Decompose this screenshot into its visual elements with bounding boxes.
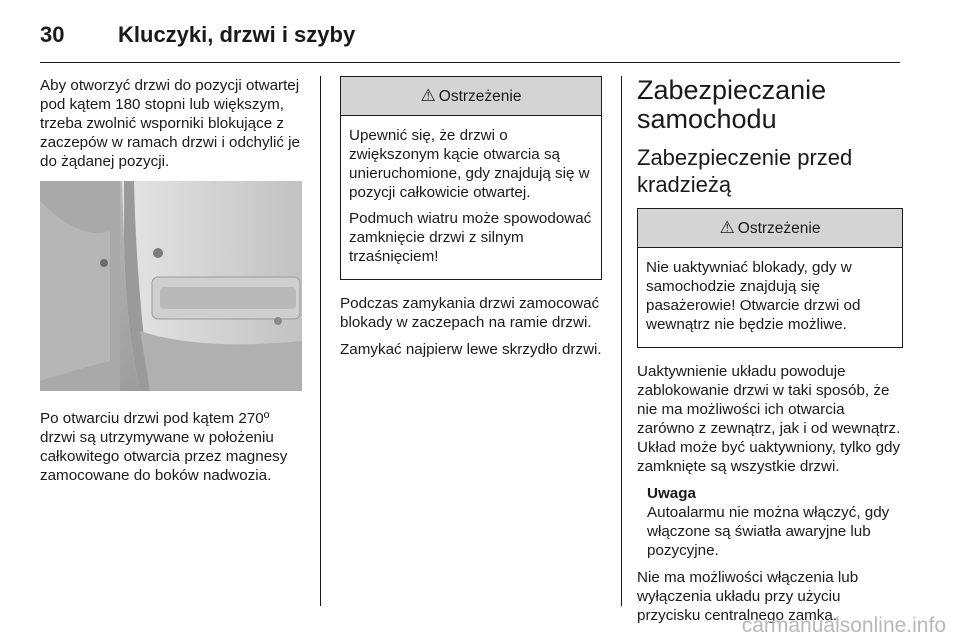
header-rule [40,62,900,63]
page-header [40,14,900,54]
door-photo [40,181,302,391]
warning-header [341,77,601,116]
column-divider-2 [621,76,622,606]
paragraph-central-lock: Nie ma możliwości włączenia lub wyłączenia układu przy użyciu przycisku centralnego zamka. [637,569,859,624]
door-illustration [40,181,302,391]
paragraph-closing: Podczas zamykania drzwi zamocować blokady w zaczepach na ramie drzwi. [340,295,600,331]
warning-box-doors [340,76,602,280]
warning-text-1: Nie uaktywniać blokady, gdy w samochodzie znajdują się pasażerowie! Otwarcie drzwi od wewnątrz nie będzie możliwe. [646,259,861,333]
warning-triangle-icon: ⚠ [420,86,436,105]
warning-body [638,248,902,347]
subsection-heading: Zabezpieczenie przed kradzieżą [637,145,853,197]
column-left [40,76,308,493]
warning-title: Ostrzeżenie [438,88,522,105]
note-block [637,484,903,560]
chapter-title: Kluczyki, drzwi i szyby [118,22,356,47]
section-heading: Zabezpieczanie samochodu [637,75,827,134]
warning-title: Ostrzeżenie [737,220,821,237]
watermark: carmanualsonline.info [741,614,946,637]
warning-body [341,116,601,279]
column-middle [340,76,602,367]
warning-triangle-icon: ⚠ [719,218,735,237]
warning-text-2: Podmuch wiatru może spowodować zamknięcie drzwi z silnym trzaśnięciem! [349,210,592,265]
page-number: 30 [40,22,65,47]
paragraph-activation: Uaktywnienie układu powoduje zablokowanie drzwi w taki sposób, że nie ma możliwości ich otwarcia zarówno z zewnątrz, jak i od wewnątrz. Układ może być uaktywniony, tylko gdy zamknięte są wszystkie drzwi. [637,363,901,475]
paragraph-door-180: Aby otworzyć drzwi do pozycji otwartej pod kątem 180 stopni lub większym, trzeba zwolnić wsporniki blokujące z zaczepów w ramach drzwi i odchylić je do żądanej pozycji. [40,77,300,170]
note-text: Autoalarmu nie można włączyć, gdy włączone są światła awaryjne lub pozycyjne. [647,504,890,559]
warning-box-antitheft [637,208,903,348]
column-divider-1 [320,76,321,606]
warning-header [638,209,902,248]
column-right [637,76,903,633]
note-label: Uwaga [647,485,696,502]
warning-text-1: Upewnić się, że drzwi o zwiększonym kącie otwarcia są unieruchomione, gdy znajdują się w pozycji całkowicie otwartej. [349,127,590,201]
paragraph-left-wing: Zamykać najpierw lewe skrzydło drzwi. [340,341,602,358]
paragraph-door-270: Po otwarciu drzwi pod kątem 270º drzwi są utrzymywane w położeniu całkowitego otwarcia przez magnesy zamocowane do boków nadwozia. [40,410,288,484]
